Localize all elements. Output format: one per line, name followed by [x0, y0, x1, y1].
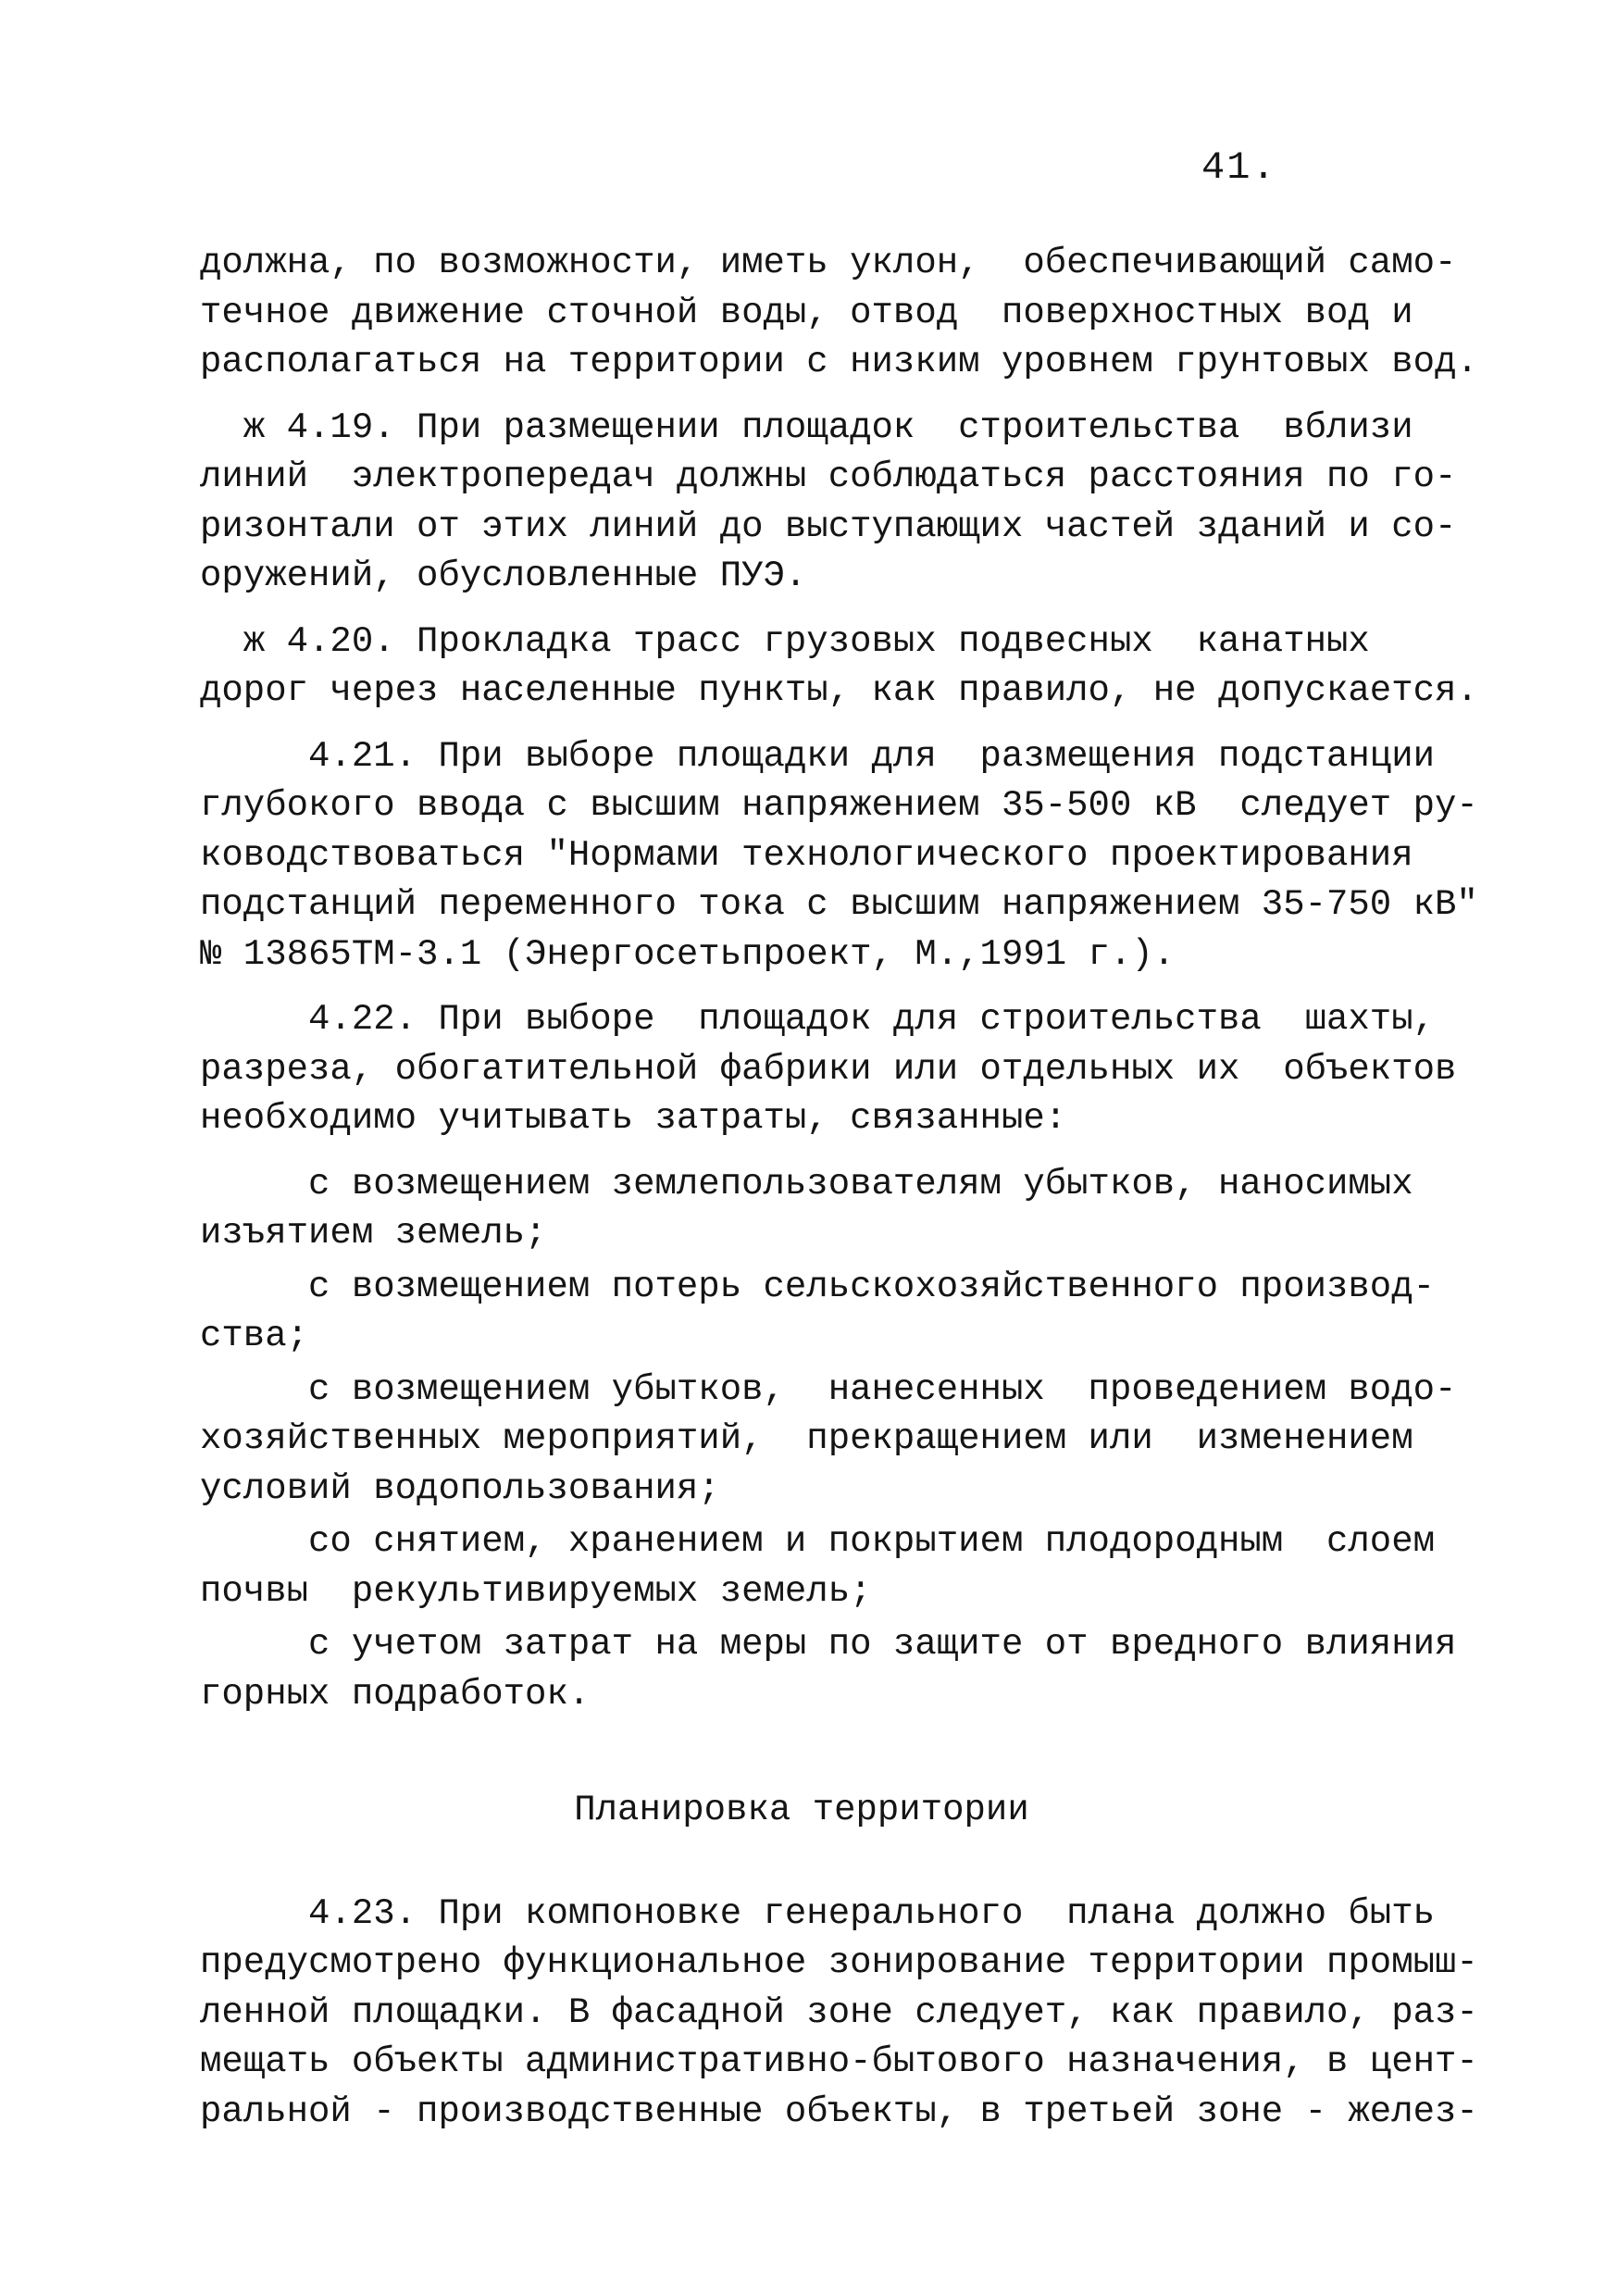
- text-line: течное движение сточной воды, отвод поверхностных вод и: [200, 292, 1413, 333]
- text-line: подстанций переменного тока с высшим напряжением 35-750 кВ": [200, 884, 1478, 925]
- text-line: с возмещением потерь сельскохозяйственного производ-: [200, 1266, 1436, 1307]
- paragraph-4-23: [200, 1890, 1478, 2138]
- text-line: предусмотрено функциональное зонирование территории промыш-: [200, 1942, 1478, 1983]
- text-line: разреза, обогатительной фабрики или отдельных их объектов: [200, 1048, 1457, 1090]
- text-line: № 13865ТМ-3.1 (Энергосетьпроект, М.,1991 г.).: [200, 933, 1176, 975]
- text-line: необходимо учитывать затраты, связанные:: [200, 1098, 1067, 1139]
- text-line: глубокого ввода с высшим напряжением 35-500 кВ следует ру-: [200, 785, 1478, 826]
- text-line: с возмещением убытков, нанесенных проведением водо-: [200, 1368, 1457, 1410]
- text-line: ризонтали от этих линий до выступающих частей зданий и со-: [200, 505, 1457, 547]
- text-line: ж 4.20. Прокладка трасс грузовых подвесных канатных: [200, 620, 1370, 662]
- list-item: [200, 1620, 1457, 1719]
- text-line: оружений, обусловленные ПУЭ.: [200, 555, 807, 596]
- list-item: [200, 1160, 1413, 1259]
- text-line: линий электропередач должны соблюдаться расстояния по го-: [200, 456, 1457, 497]
- paragraph-continuation: [200, 239, 1478, 388]
- text-line: дорог через населенные пункты, как правило, не допускается.: [200, 670, 1478, 711]
- text-line: с возмещением землепользователям убытков, наносимых: [200, 1163, 1413, 1204]
- text-line: ства;: [200, 1316, 309, 1356]
- text-line: с учетом затрат на меры по защите от вредного влияния: [200, 1624, 1457, 1665]
- text-line: изъятием земель;: [200, 1213, 547, 1254]
- text-line: ководствоваться "Нормами технологического проектирования: [200, 834, 1413, 876]
- paragraph-4-20: [200, 618, 1478, 717]
- text-line: ленной площадки. В фасадной зоне следует, как правило, раз-: [200, 1991, 1478, 2033]
- text-line: 4.22. При выборе площадок для строительства шахты,: [200, 999, 1436, 1040]
- text-line: ральной - производственные объекты, в третьей зоне - желез-: [200, 2090, 1478, 2132]
- text-line: 4.23. При компоновке генерального плана должно быть: [200, 1892, 1436, 1934]
- text-line: мещать объекты административно-бытового назначения, в цент-: [200, 2041, 1478, 2082]
- text-line: условий водопользования;: [200, 1467, 720, 1509]
- text-line: 4.21. При выборе площадки для размещения подстанции: [200, 735, 1436, 777]
- list-item: [200, 1263, 1436, 1362]
- text-line: почвы рекультивируемых земель;: [200, 1570, 872, 1612]
- text-line: горных подработок.: [200, 1673, 591, 1715]
- paragraph-4-22: [200, 995, 1457, 1144]
- text-line: хозяйственных мероприятий, прекращением или изменением: [200, 1418, 1413, 1459]
- paragraph-4-21: [200, 732, 1478, 980]
- text-line: располагаться на территории с низким уровнем грунтовых вод.: [200, 342, 1478, 382]
- page-number: 41.: [1201, 145, 1277, 190]
- text-line: со снятием, хранением и покрытием плодородным слоем: [200, 1521, 1436, 1562]
- list-item: [200, 1366, 1457, 1515]
- text-line: должна, по возможности, иметь уклон, обеспечивающий само-: [200, 243, 1457, 283]
- list-item: [200, 1517, 1436, 1616]
- text-line: ж 4.19. При размещении площадок строительства вблизи: [200, 406, 1413, 448]
- paragraph-4-19: [200, 404, 1457, 602]
- section-heading: Планировка территории: [574, 1790, 1029, 1830]
- document-body: [200, 239, 1478, 2137]
